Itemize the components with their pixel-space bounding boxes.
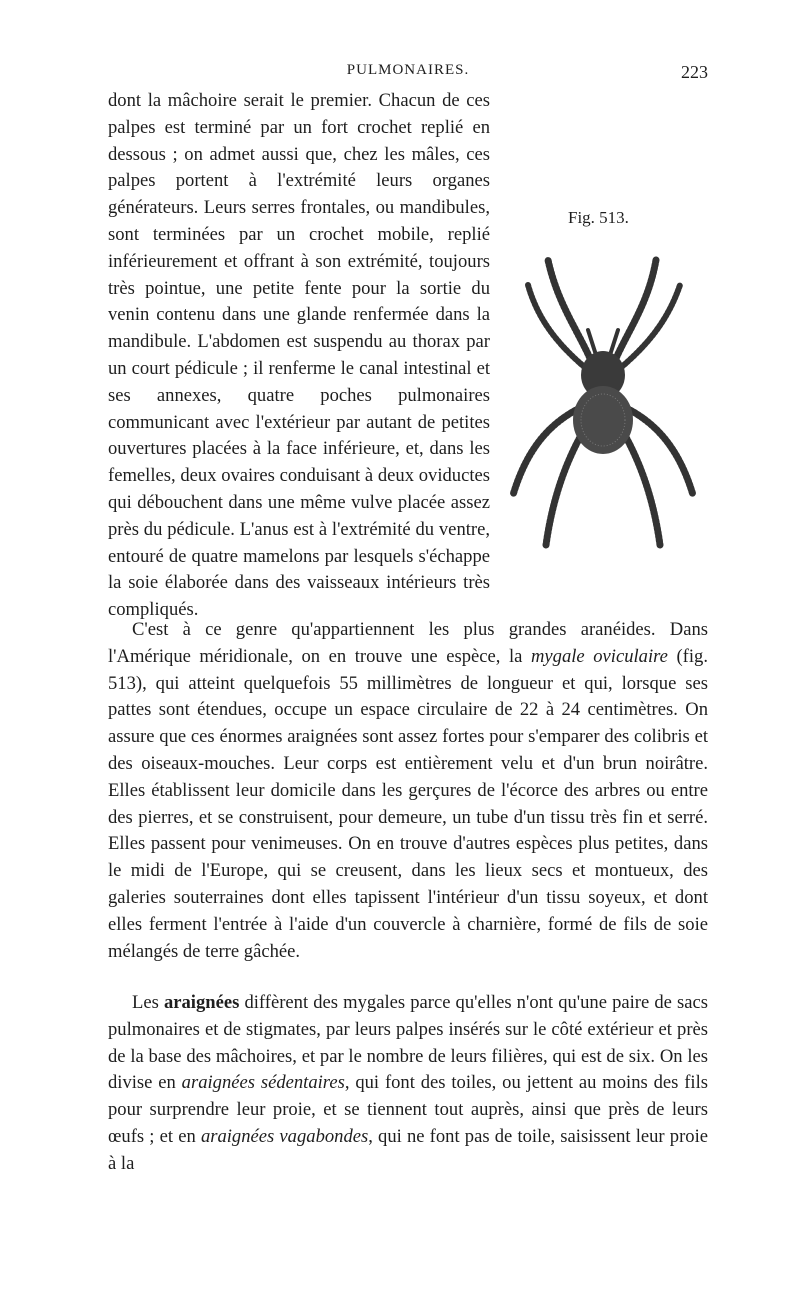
- page-header: [108, 62, 708, 86]
- paragraph-2-text-b: (fig. 513), qui atteint quelquefois 55 millimètres de longueur et qui, lorsque ses pattes sont étendues, occupe un espace circulaire de 22 à 24 centimètres. On assure que ces énormes araignées sont assez fortes pour s'emparer des colibris et des oiseaux-mouches. Leur corps est entièrement velu et d'un brun noirâtre. Elles établissent leur domicile dans les gerçures de l'écorce des arbres ou entre des pierres, et se construisent, pour demeure, un tube d'un tissu très fin et serré. Elles passent pour venimeuses. On en trouve d'autres espèces plus petites, dans le midi de l'Europe, qui se creusent, dans les lieux secs et montueux, des galeries souterraines dont elles tapissent l'intérieur d'un tissu soyeux, et dont elles ferment l'entrée à l'aide d'un couvercle à charnière, formé de fils de soie mélangés de terre gâchée.: [108, 645, 708, 962]
- paragraph-3: [108, 990, 708, 1178]
- paragraph-3-text-a: diffèrent des mygales parce qu'elles n'ont qu'une paire de sacs pulmonaires et de stigmates, par leurs palpes insérés sur le côté extérieur et près de la base des mâchoires, et par le nombre de leurs filières, qui est de six. On les divise en: [108, 992, 708, 1094]
- paragraph-3-text: [108, 990, 708, 1178]
- spider-illustration: [498, 235, 708, 565]
- spider-abdomen: [573, 386, 633, 454]
- paragraph-2-text: [108, 617, 708, 965]
- term-vagabondes: araignées vagabondes: [200, 1125, 369, 1147]
- paragraph-2: [108, 617, 708, 965]
- paragraph-3-text-b: , qui font des toiles, ou jettent au moins des fils pour surprendre leur proie, et se tiennent tout auprès, ainsi que près de leurs œufs ; et en: [108, 1072, 708, 1147]
- figure-label: Fig. 513.: [568, 208, 629, 227]
- species-name: mygale oviculaire: [530, 645, 668, 667]
- running-title: PULMONAIRES.: [346, 62, 470, 78]
- paragraph-1-continuation: s'échappe la soie élaborée dans des vaisseaux intérieurs très compliqués.: [108, 545, 490, 621]
- paragraph-3-lead: Les: [132, 992, 164, 1013]
- paragraph-3-text-c: , qui ne font pas de toile, saisissent leur proie à la: [108, 1125, 708, 1174]
- page-number: 223: [681, 62, 708, 82]
- term-araignees: araignées: [163, 992, 240, 1013]
- term-sedentaires: araignées sédentaires: [181, 1072, 345, 1094]
- paragraph-2-text-a: C'est à ce genre qu'appartiennent les plus grandes aranéides. Dans l'Amérique méridionale, on en trouve une espèce, la: [108, 619, 708, 667]
- paragraph-1-wrapped-text: dont la mâchoire serait le premier. Chacun de ces palpes est terminé par un fort crochet replié en dessous ; on admet aussi que, chez les mâles, ces palpes portent à l'extrémité leurs organes générateurs. Leurs serres frontales, ou mandibules, sont terminées par un crochet mobile, replié inférieurement et offrant à son extrémité, toujours très pointue, une petite fente pour la sortie du venin contenu dans une glande renfermée dans la mandibule. L'abdomen est suspendu au thorax par un court pédicule ; il renferme le canal intestinal et ses annexes, quatre poches pulmonaires communicant avec l'extérieur par autant de petites ouvertures placées à la face inférieure, et, dans les femelles, deux ovaires conduisant à deux oviductes qui débouchent dans une même vulve placée assez près du pédicule. L'anus est à l'extrémité du ventre, entouré de quatre mamelons par lesquels: [108, 90, 490, 567]
